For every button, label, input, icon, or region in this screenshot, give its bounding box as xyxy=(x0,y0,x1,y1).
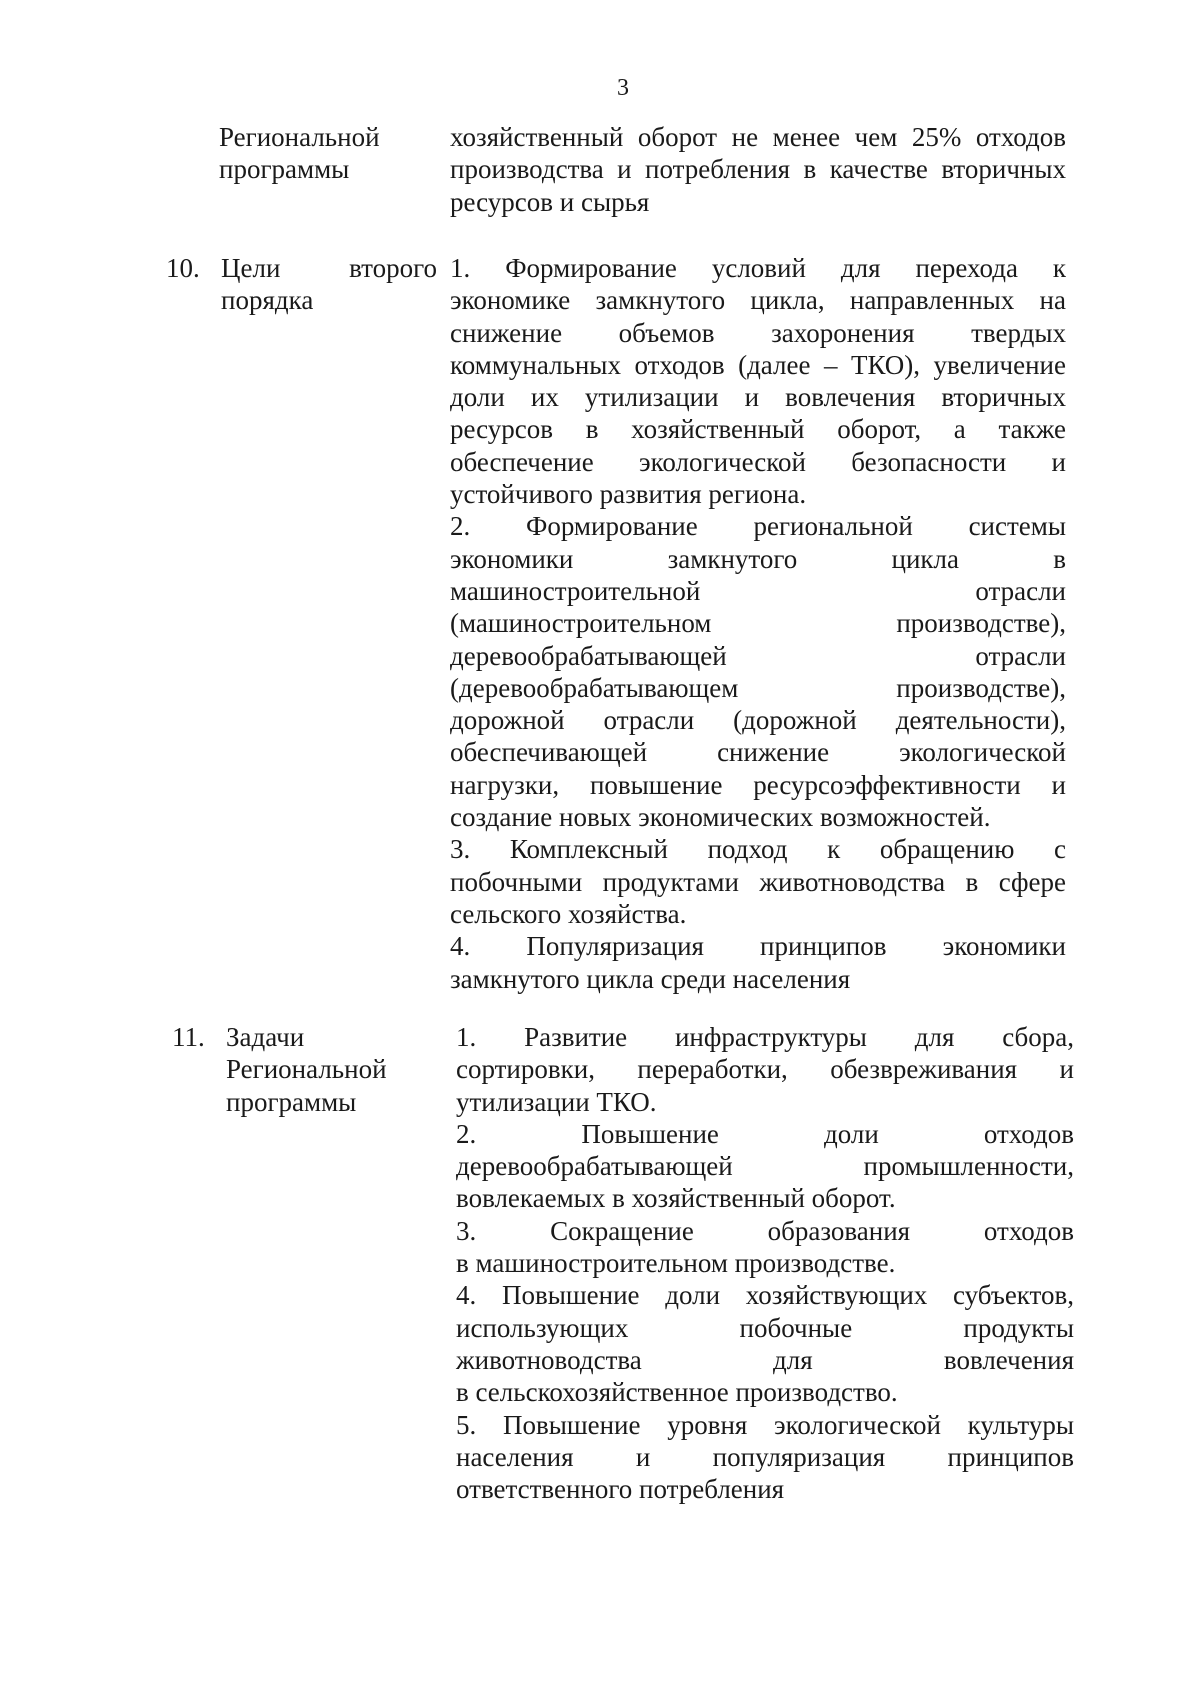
content-line: в машиностроительном производстве. xyxy=(456,1248,896,1279)
row-number: 10. xyxy=(166,253,200,283)
content-line: нагрузки, повышение ресурсоэффективности и xyxy=(450,769,1066,800)
content-line: (машиностроительном производстве), xyxy=(450,608,1066,639)
row-content xyxy=(456,1021,1074,1505)
content-line: дорожной отрасли (дорожной деятельности), xyxy=(450,705,1066,736)
content-line: сельского хозяйства. xyxy=(450,898,687,929)
content-line: ресурсов в хозяйственный оборот, а также xyxy=(450,414,1066,445)
content-line: снижение объемов захоронения твердых xyxy=(450,317,1066,348)
label-line: Задачи xyxy=(226,1022,305,1052)
content-line: деревообрабатывающей промышленности, xyxy=(456,1151,1074,1182)
content-line: вовлекаемых в хозяйственный оборот. xyxy=(456,1183,896,1214)
row-number: 11. xyxy=(172,1022,205,1052)
content-line: устойчивого развития региона. xyxy=(450,479,807,510)
content-line: побочными продуктами животноводства в сфере xyxy=(450,866,1066,897)
content-line: экономике замкнутого цикла, направленных на xyxy=(450,285,1066,316)
row-content xyxy=(450,121,1066,218)
content-line: 5. Повышение уровня экологической культуры xyxy=(456,1409,1074,1440)
content-line: сортировки, переработки, обезвреживания и xyxy=(456,1054,1074,1085)
content-line: деревообрабатывающей отрасли xyxy=(450,640,1066,671)
content-line: населения и популяризация принципов xyxy=(456,1441,1074,1472)
content-line: обеспечение экологической безопасности и xyxy=(450,446,1066,477)
content-line: в сельскохозяйственное производство. xyxy=(456,1377,898,1408)
content-line: 4. Популяризация принципов экономики xyxy=(450,931,1066,962)
row-label xyxy=(219,121,435,186)
content-line: доли их утилизации и вовлечения вторичных xyxy=(450,382,1066,413)
label-line: программы xyxy=(219,154,350,185)
label-line: Региональной xyxy=(226,1054,387,1085)
label-line: Региональной xyxy=(219,122,380,152)
row-content xyxy=(450,252,1066,995)
content-line: 1. Развитие инфраструктуры для сбора, xyxy=(456,1022,1074,1052)
content-line: хозяйственный оборот не менее чем 25% отходов xyxy=(450,122,1066,152)
content-line: 1. Формирование условий для перехода к xyxy=(450,253,1066,283)
content-line: 2. Повышение доли отходов xyxy=(456,1118,1074,1149)
label-line: Цели второго xyxy=(221,253,437,283)
label-line: программы xyxy=(226,1086,357,1117)
content-line: 3. Сокращение образования отходов xyxy=(456,1215,1074,1246)
content-line: утилизации ТКО. xyxy=(456,1086,657,1117)
content-line: ресурсов и сырья xyxy=(450,186,650,217)
content-line: экономики замкнутого цикла в xyxy=(450,543,1066,574)
content-line: 4. Повышение доли хозяйствующих субъектов, xyxy=(456,1280,1074,1311)
content-line: создание новых экономических возможностей. xyxy=(450,802,991,833)
content-line: (деревообрабатывающем производстве), xyxy=(450,672,1066,703)
content-line: 3. Комплексный подход к обращению с xyxy=(450,834,1066,865)
content-line: животноводства для вовлечения xyxy=(456,1344,1074,1375)
label-line: порядка xyxy=(221,285,314,316)
content-line: машиностроительной отрасли xyxy=(450,575,1066,606)
content-line: обеспечивающей снижение экологической xyxy=(450,737,1066,768)
content-line: замкнутого цикла среди населения xyxy=(450,963,851,994)
content-line: ответственного потребления xyxy=(456,1474,785,1505)
page-number: 3 xyxy=(617,75,629,101)
content-line: коммунальных отходов (далее – ТКО), увеличение xyxy=(450,349,1066,380)
row-label xyxy=(226,1021,442,1118)
content-line: использующих побочные продукты xyxy=(456,1312,1074,1343)
content-line: 2. Формирование региональной системы xyxy=(450,511,1066,542)
row-label xyxy=(221,252,437,317)
content-line: производства и потребления в качестве вторичных xyxy=(450,154,1066,185)
